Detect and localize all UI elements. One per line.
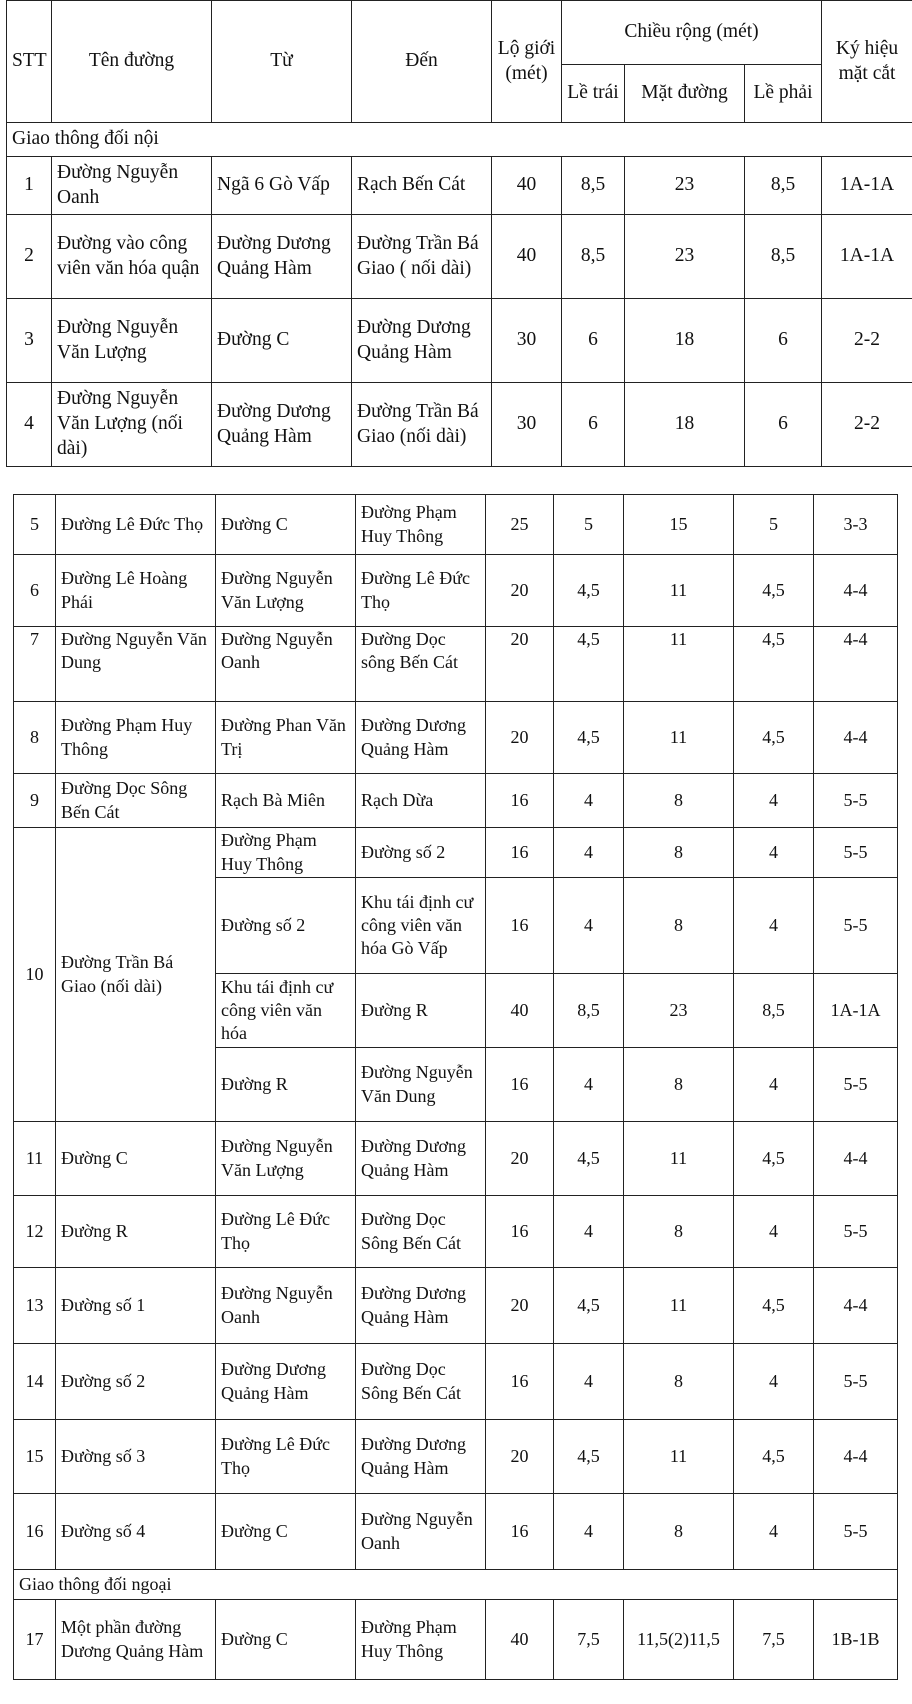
cell-mat-duong: 8 — [624, 774, 734, 828]
cell-lo-gioi: 20 — [486, 1268, 554, 1344]
header-row — [7, 1, 912, 65]
table-row — [7, 383, 912, 467]
cell-le-trai: 8,5 — [562, 157, 625, 215]
cell-mat-duong: 11,5(2)11,5 — [624, 1600, 734, 1680]
cell-name: Đường vào công viên văn hóa quận — [52, 215, 212, 299]
cell-mat-duong: 23 — [625, 157, 745, 215]
cell-le-phai: 4,5 — [734, 1268, 814, 1344]
table-row — [7, 215, 912, 299]
cell-name: Đường Lê Hoàng Phái — [56, 555, 216, 627]
cell-to: Đường Dọc Sông Bến Cát — [356, 1344, 486, 1420]
cell-lo-gioi: 16 — [486, 1344, 554, 1420]
cell-stt: 9 — [14, 774, 56, 828]
cell-ky-hieu: 1B-1B — [814, 1600, 898, 1680]
header-den: Đến — [352, 1, 492, 123]
table-row — [7, 157, 912, 215]
cell-from: Đường số 2 — [216, 878, 356, 974]
cell-le-phai: 4,5 — [734, 702, 814, 774]
cell-mat-duong: 11 — [624, 555, 734, 627]
table-row — [14, 1196, 898, 1268]
section-doi-noi: Giao thông đối nội — [7, 123, 912, 157]
cell-lo-gioi: 16 — [486, 1048, 554, 1122]
cell-name: Đường số 3 — [56, 1420, 216, 1494]
cell-stt: 1 — [7, 157, 52, 215]
header-lo-gioi: Lộ giới (mét) — [492, 1, 562, 123]
cell-ky-hieu: 5-5 — [814, 1344, 898, 1420]
cell-ky-hieu: 4-4 — [814, 1420, 898, 1494]
cell-ky-hieu: 4-4 — [814, 627, 898, 702]
cell-to: Đường Dương Quảng Hàm — [356, 702, 486, 774]
cell-mat-duong: 11 — [624, 702, 734, 774]
cell-name: Đường Nguyễn Oanh — [52, 157, 212, 215]
cell-stt: 12 — [14, 1196, 56, 1268]
cell-le-trai: 4 — [554, 1196, 624, 1268]
cell-lo-gioi: 20 — [486, 1122, 554, 1196]
cell-name: Đường số 2 — [56, 1344, 216, 1420]
cell-stt: 14 — [14, 1344, 56, 1420]
header-tu: Từ — [212, 1, 352, 123]
table-row — [14, 495, 898, 555]
header-stt: STT — [7, 1, 52, 123]
cell-ky-hieu: 5-5 — [814, 878, 898, 974]
cell-le-trai: 4 — [554, 1344, 624, 1420]
cell-from: Ngã 6 Gò Vấp — [212, 157, 352, 215]
cell-ky-hieu: 5-5 — [814, 1048, 898, 1122]
cell-le-trai: 8,5 — [562, 215, 625, 299]
cell-to: Đường Trần Bá Giao (nối dài) — [352, 383, 492, 467]
section-row — [7, 123, 912, 157]
cell-to: Đường Nguyễn Oanh — [356, 1494, 486, 1570]
cell-name: Đường Lê Đức Thọ — [56, 495, 216, 555]
cell-lo-gioi: 20 — [486, 1420, 554, 1494]
cell-le-trai: 4,5 — [554, 627, 624, 702]
cell-ky-hieu: 5-5 — [814, 774, 898, 828]
cell-from: Đường Nguyễn Văn Lượng — [216, 1122, 356, 1196]
cell-le-trai: 4,5 — [554, 555, 624, 627]
cell-from: Đường R — [216, 1048, 356, 1122]
cell-lo-gioi: 20 — [486, 702, 554, 774]
table-row — [14, 1268, 898, 1344]
header-chieu-rong: Chiều rộng (mét) — [562, 1, 822, 65]
cell-mat-duong: 15 — [624, 495, 734, 555]
table-row — [14, 1344, 898, 1420]
cell-stt: 7 — [14, 627, 56, 702]
cell-le-trai: 4 — [554, 1494, 624, 1570]
cell-to: Đường Trần Bá Giao ( nối dài) — [352, 215, 492, 299]
cell-lo-gioi: 20 — [486, 555, 554, 627]
cell-le-phai: 4,5 — [734, 1122, 814, 1196]
cell-le-phai: 4 — [734, 1196, 814, 1268]
cell-to: Đường Phạm Huy Thông — [356, 1600, 486, 1680]
cell-le-trai: 4,5 — [554, 702, 624, 774]
cell-to: Đường Dương Quảng Hàm — [356, 1122, 486, 1196]
cell-le-phai: 4 — [734, 878, 814, 974]
cell-from: Đường Phan Văn Trị — [216, 702, 356, 774]
road-table-part-1 — [6, 0, 912, 467]
cell-ky-hieu: 5-5 — [814, 1196, 898, 1268]
cell-from: Đường C — [216, 1494, 356, 1570]
cell-name: Đường Nguyễn Văn Lượng — [52, 299, 212, 383]
cell-name: Đường Phạm Huy Thông — [56, 702, 216, 774]
table-row — [14, 555, 898, 627]
cell-lo-gioi: 30 — [492, 383, 562, 467]
cell-le-phai: 4 — [734, 828, 814, 878]
cell-mat-duong: 8 — [624, 878, 734, 974]
cell-from: Đường Nguyễn Văn Lượng — [216, 555, 356, 627]
cell-from: Khu tái định cư công viên văn hóa — [216, 974, 356, 1048]
cell-lo-gioi: 40 — [486, 974, 554, 1048]
table-row — [14, 627, 898, 702]
cell-mat-duong: 18 — [625, 383, 745, 467]
cell-name: Một phần đường Dương Quảng Hàm — [56, 1600, 216, 1680]
cell-stt: 15 — [14, 1420, 56, 1494]
cell-ky-hieu: 4-4 — [814, 1268, 898, 1344]
cell-from: Đường C — [212, 299, 352, 383]
cell-from: Đường Lê Đức Thọ — [216, 1196, 356, 1268]
table-row — [14, 1494, 898, 1570]
cell-mat-duong: 8 — [624, 1494, 734, 1570]
cell-lo-gioi: 16 — [486, 1494, 554, 1570]
cell-name: Đường Nguyễn Văn Lượng (nối dài) — [52, 383, 212, 467]
cell-ky-hieu: 2-2 — [822, 383, 912, 467]
cell-mat-duong: 11 — [624, 627, 734, 702]
cell-from: Đường Phạm Huy Thông — [216, 828, 356, 878]
cell-name: Đường Nguyễn Văn Dung — [56, 627, 216, 702]
table-row — [14, 828, 898, 878]
cell-name: Đường C — [56, 1122, 216, 1196]
cell-stt: 6 — [14, 555, 56, 627]
cell-to: Đường Dương Quảng Hàm — [356, 1268, 486, 1344]
cell-le-phai: 4,5 — [734, 555, 814, 627]
cell-mat-duong: 18 — [625, 299, 745, 383]
cell-ky-hieu: 5-5 — [814, 828, 898, 878]
cell-ky-hieu: 2-2 — [822, 299, 912, 383]
cell-name: Đường Dọc Sông Bến Cát — [56, 774, 216, 828]
cell-mat-duong: 8 — [624, 1344, 734, 1420]
cell-from: Đường Nguyễn Oanh — [216, 1268, 356, 1344]
cell-ky-hieu: 4-4 — [814, 702, 898, 774]
cell-name: Đường số 4 — [56, 1494, 216, 1570]
cell-lo-gioi: 40 — [492, 215, 562, 299]
cell-mat-duong: 23 — [625, 215, 745, 299]
section-doi-ngoai: Giao thông đối ngoại — [14, 1570, 898, 1600]
cell-stt: 5 — [14, 495, 56, 555]
cell-to: Đường R — [356, 974, 486, 1048]
header-le-phai: Lề phải — [745, 65, 822, 123]
cell-lo-gioi: 40 — [486, 1600, 554, 1680]
cell-from: Đường Dương Quảng Hàm — [216, 1344, 356, 1420]
cell-le-trai: 4 — [554, 774, 624, 828]
cell-to: Đường Dương Quảng Hàm — [356, 1420, 486, 1494]
cell-le-phai: 4,5 — [734, 1420, 814, 1494]
cell-stt: 11 — [14, 1122, 56, 1196]
cell-mat-duong: 11 — [624, 1420, 734, 1494]
table-row — [14, 702, 898, 774]
cell-lo-gioi: 25 — [486, 495, 554, 555]
cell-le-phai: 4 — [734, 1494, 814, 1570]
cell-mat-duong: 11 — [624, 1122, 734, 1196]
cell-lo-gioi: 16 — [486, 828, 554, 878]
road-table-part-2 — [13, 494, 898, 1680]
cell-le-phai: 8,5 — [745, 215, 822, 299]
table-row — [14, 1420, 898, 1494]
cell-ky-hieu: 1A-1A — [822, 215, 912, 299]
cell-le-phai: 4 — [734, 1344, 814, 1420]
cell-le-phai: 4 — [734, 774, 814, 828]
header-mat-duong: Mặt đường — [625, 65, 745, 123]
cell-name: Đường số 1 — [56, 1268, 216, 1344]
cell-from: Đường C — [216, 495, 356, 555]
cell-le-trai: 4,5 — [554, 1268, 624, 1344]
cell-le-phai: 4,5 — [734, 627, 814, 702]
cell-le-phai: 8,5 — [734, 974, 814, 1048]
cell-lo-gioi: 16 — [486, 878, 554, 974]
cell-le-phai: 8,5 — [745, 157, 822, 215]
cell-to: Đường Nguyễn Văn Dung — [356, 1048, 486, 1122]
cell-to: Đường Phạm Huy Thông — [356, 495, 486, 555]
cell-le-trai: 4,5 — [554, 1420, 624, 1494]
cell-from: Đường Dương Quảng Hàm — [212, 383, 352, 467]
cell-le-phai: 4 — [734, 1048, 814, 1122]
cell-le-trai: 4,5 — [554, 1122, 624, 1196]
cell-mat-duong: 11 — [624, 1268, 734, 1344]
cell-to: Đường Dương Quảng Hàm — [352, 299, 492, 383]
cell-le-trai: 6 — [562, 299, 625, 383]
cell-ky-hieu: 3-3 — [814, 495, 898, 555]
cell-le-trai: 6 — [562, 383, 625, 467]
cell-mat-duong: 8 — [624, 828, 734, 878]
cell-stt: 4 — [7, 383, 52, 467]
cell-from: Rạch Bà Miên — [216, 774, 356, 828]
cell-stt: 10 — [14, 828, 56, 1122]
cell-stt: 3 — [7, 299, 52, 383]
cell-stt: 8 — [14, 702, 56, 774]
cell-le-trai: 7,5 — [554, 1600, 624, 1680]
cell-stt: 16 — [14, 1494, 56, 1570]
cell-from: Đường C — [216, 1600, 356, 1680]
section-row — [14, 1570, 898, 1600]
cell-ky-hieu: 4-4 — [814, 555, 898, 627]
cell-lo-gioi: 40 — [492, 157, 562, 215]
cell-to: Rạch Bến Cát — [352, 157, 492, 215]
cell-from: Đường Lê Đức Thọ — [216, 1420, 356, 1494]
cell-lo-gioi: 16 — [486, 1196, 554, 1268]
cell-le-trai: 4 — [554, 878, 624, 974]
cell-ky-hieu: 1A-1A — [822, 157, 912, 215]
cell-stt: 13 — [14, 1268, 56, 1344]
cell-ky-hieu: 1A-1A — [814, 974, 898, 1048]
cell-to: Rạch Dừa — [356, 774, 486, 828]
cell-ky-hieu: 5-5 — [814, 1494, 898, 1570]
cell-name: Đường R — [56, 1196, 216, 1268]
cell-le-phai: 5 — [734, 495, 814, 555]
cell-stt: 2 — [7, 215, 52, 299]
cell-to: Đường Lê Đức Thọ — [356, 555, 486, 627]
cell-le-phai: 6 — [745, 383, 822, 467]
cell-lo-gioi: 20 — [486, 627, 554, 702]
cell-ky-hieu: 4-4 — [814, 1122, 898, 1196]
table-row — [14, 1600, 898, 1680]
cell-stt: 17 — [14, 1600, 56, 1680]
cell-mat-duong: 8 — [624, 1196, 734, 1268]
cell-le-trai: 8,5 — [554, 974, 624, 1048]
cell-le-trai: 5 — [554, 495, 624, 555]
header-ky-hieu: Ký hiệu mặt cắt — [822, 1, 912, 123]
cell-le-trai: 4 — [554, 828, 624, 878]
cell-mat-duong: 8 — [624, 1048, 734, 1122]
header-ten-duong: Tên đường — [52, 1, 212, 123]
cell-name: Đường Trần Bá Giao (nối dài) — [56, 828, 216, 1122]
table-row — [14, 774, 898, 828]
cell-to: Đường Dọc Sông Bến Cát — [356, 1196, 486, 1268]
cell-le-trai: 4 — [554, 1048, 624, 1122]
cell-to: Đường số 2 — [356, 828, 486, 878]
table-row — [7, 299, 912, 383]
header-le-trai: Lề trái — [562, 65, 625, 123]
cell-to: Khu tái định cư công viên văn hóa Gò Vấp — [356, 878, 486, 974]
cell-lo-gioi: 16 — [486, 774, 554, 828]
table-row — [14, 1122, 898, 1196]
cell-from: Đường Nguyễn Oanh — [216, 627, 356, 702]
cell-le-phai: 6 — [745, 299, 822, 383]
cell-mat-duong: 23 — [624, 974, 734, 1048]
cell-lo-gioi: 30 — [492, 299, 562, 383]
cell-to: Đường Dọc sông Bến Cát — [356, 627, 486, 702]
cell-from: Đường Dương Quảng Hàm — [212, 215, 352, 299]
cell-le-phai: 7,5 — [734, 1600, 814, 1680]
